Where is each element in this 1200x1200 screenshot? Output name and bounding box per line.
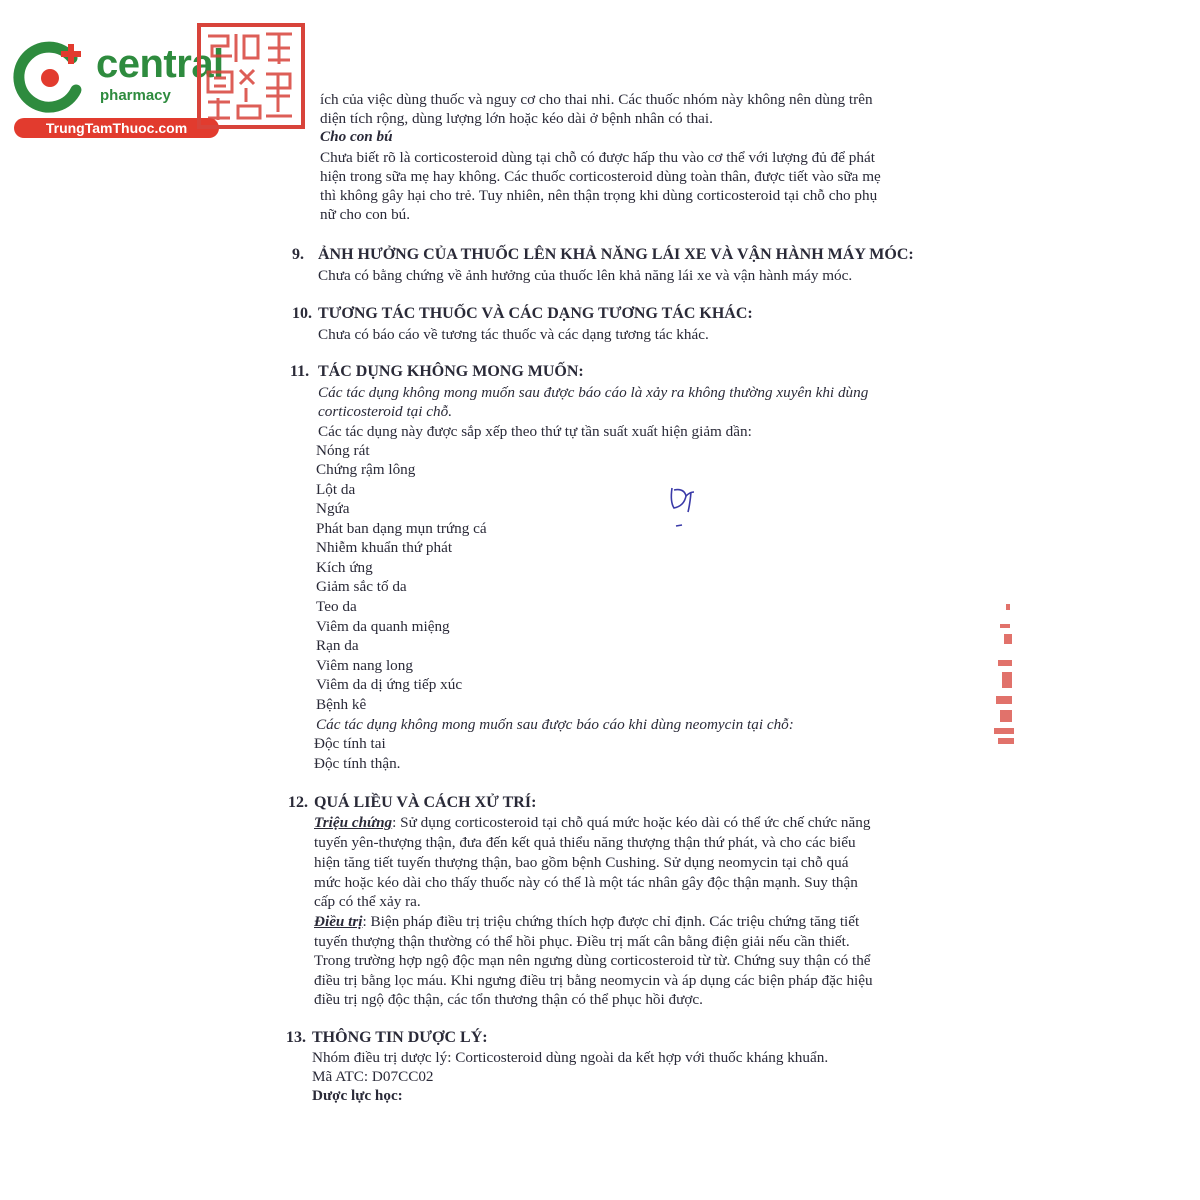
logo-sub-text: pharmacy	[100, 87, 171, 104]
text-line: điều trị bằng lọc máu. Khi ngưng điều trị bằng neomycin và áp dụng các biện pháp đặc hiệu	[314, 972, 873, 989]
text-span: : Sử dụng corticosteroid tại chỗ quá mức hoặc kéo dài có thể ức chế chức năng	[392, 814, 871, 831]
list-item: Viêm da quanh miệng	[316, 618, 450, 635]
text-span: : Biện pháp điều trị triệu chứng thích hợp được chỉ định. Các triệu chứng tăng tiết	[362, 913, 860, 930]
logo-brand-text: central	[96, 42, 224, 86]
list-item: Ngứa	[316, 500, 350, 517]
subheading-lactation: Cho con bú	[320, 128, 393, 145]
label-symptoms: Triệu chứng	[314, 814, 393, 831]
list-item: Nóng rát	[316, 442, 370, 459]
text-line: ích của việc dùng thuốc và nguy cơ cho thai nhi. Các thuốc nhóm này không nên dùng trên	[320, 91, 873, 108]
text-line: Các tác dụng không mong muốn sau được báo cáo khi dùng neomycin tại chỗ:	[316, 716, 794, 733]
text-line: Các tác dụng này được sắp xếp theo thứ tự tần suất xuất hiện giảm dần:	[318, 423, 752, 440]
logo-url-badge: TrungTamThuoc.com	[14, 118, 219, 138]
subheading-pharmacodynamics: Dược lực học:	[312, 1087, 403, 1104]
central-pharmacy-logo-icon	[10, 38, 90, 118]
text-line: Mã ATC: D07CC02	[312, 1068, 434, 1085]
text-line: hiện tăng tiết tuyến thượng thận, bao gồm bệnh Cushing. Sử dụng neomycin tại chỗ quá	[314, 854, 849, 871]
list-item: Độc tính tai	[314, 735, 386, 752]
list-item: Rạn da	[316, 637, 359, 654]
list-item: Kích ứng	[316, 559, 373, 576]
text-line	[314, 813, 870, 832]
section-number: 9.	[292, 246, 304, 263]
section-number: 12.	[288, 794, 308, 811]
list-item: Viêm nang long	[316, 657, 413, 674]
list-item: Viêm da dị ứng tiếp xúc	[316, 676, 463, 693]
text-line	[314, 912, 859, 931]
pharmacy-logo	[10, 38, 224, 136]
section-number: 11.	[290, 363, 310, 380]
text-line: tuyến yên-thượng thận, đưa đến kết quả thiểu năng thượng thận thứ phát, và cho các biểu	[314, 834, 856, 851]
section-number: 10.	[292, 305, 312, 322]
section-title: QUÁ LIỀU VÀ CÁCH XỬ TRÍ:	[314, 794, 537, 811]
text-line: Chưa có bằng chứng về ảnh hưởng của thuốc lên khả năng lái xe và vận hành máy móc.	[318, 267, 853, 284]
section-title: TƯƠNG TÁC THUỐC VÀ CÁC DẠNG TƯƠNG TÁC KHÁC:	[318, 305, 753, 322]
partial-red-stamp-edge-icon	[990, 600, 1020, 750]
text-line: Chưa biết rõ là corticosteroid dùng tại chỗ có được hấp thu vào cơ thể với lượng đủ để phát	[320, 149, 875, 166]
section-title: TÁC DỤNG KHÔNG MONG MUỐN:	[318, 363, 584, 380]
text-line: mức hoặc kéo dài cho thấy thuốc này có thể là một tác nhân gây độc thận mạnh. Suy thận	[314, 874, 858, 891]
text-line: Các tác dụng không mong muốn sau được báo cáo là xảy ra không thường xuyên khi dùng	[318, 384, 869, 401]
text-line: hiện trong sữa mẹ hay không. Các thuốc corticosteroid dùng toàn thân, được tiết vào sữa mẹ	[320, 168, 881, 185]
text-line: điều trị ngộ độc thận, các tổn thương thận có thể phục hồi được.	[314, 991, 703, 1008]
section-title: ẢNH HƯỞNG CỦA THUỐC LÊN KHẢ NĂNG LÁI XE VÀ VẬN HÀNH MÁY MÓC:	[318, 246, 914, 263]
text-line: Chưa có báo cáo về tương tác thuốc và các dạng tương tác khác.	[318, 326, 709, 343]
list-item: Bệnh kê	[316, 696, 367, 713]
list-item: Chứng rậm lông	[316, 461, 416, 478]
text-line: cấp có thể xảy ra.	[314, 893, 421, 910]
text-line: tuyến thượng thận thường có thể hồi phục. Điều trị mất cân bằng điện giải nếu cần thiết.	[314, 933, 850, 950]
handwritten-initial-icon	[664, 482, 704, 532]
list-item: Độc tính thận.	[314, 755, 401, 772]
text-line: corticosteroid tại chỗ.	[318, 403, 452, 420]
label-treatment: Điều trị	[314, 913, 363, 930]
red-seal-stamp-icon	[196, 22, 306, 130]
text-line: Nhóm điều trị dược lý: Corticosteroid dùng ngoài da kết hợp với thuốc kháng khuẩn.	[312, 1049, 829, 1066]
section-title: THÔNG TIN DƯỢC LÝ:	[312, 1029, 488, 1046]
text-line: nữ cho con bú.	[320, 206, 411, 223]
list-item: Nhiễm khuẩn thứ phát	[316, 539, 453, 556]
text-line: diện tích rộng, dùng lượng lớn hoặc kéo dài ở bệnh nhân có thai.	[320, 110, 713, 127]
text-line: Trong trường hợp ngộ độc mạn nên ngưng dùng corticosteroid từ từ. Chứng suy thận có thể	[314, 952, 871, 969]
list-item: Phát ban dạng mụn trứng cá	[316, 520, 487, 537]
section-number: 13.	[286, 1029, 306, 1046]
list-item: Lột da	[316, 481, 356, 498]
text-line: thì không gây hại cho trẻ. Tuy nhiên, nên thận trọng khi dùng corticosteroid tại chỗ cho phụ	[320, 187, 878, 204]
list-item: Teo da	[316, 598, 357, 615]
list-item: Giảm sắc tố da	[316, 578, 407, 595]
